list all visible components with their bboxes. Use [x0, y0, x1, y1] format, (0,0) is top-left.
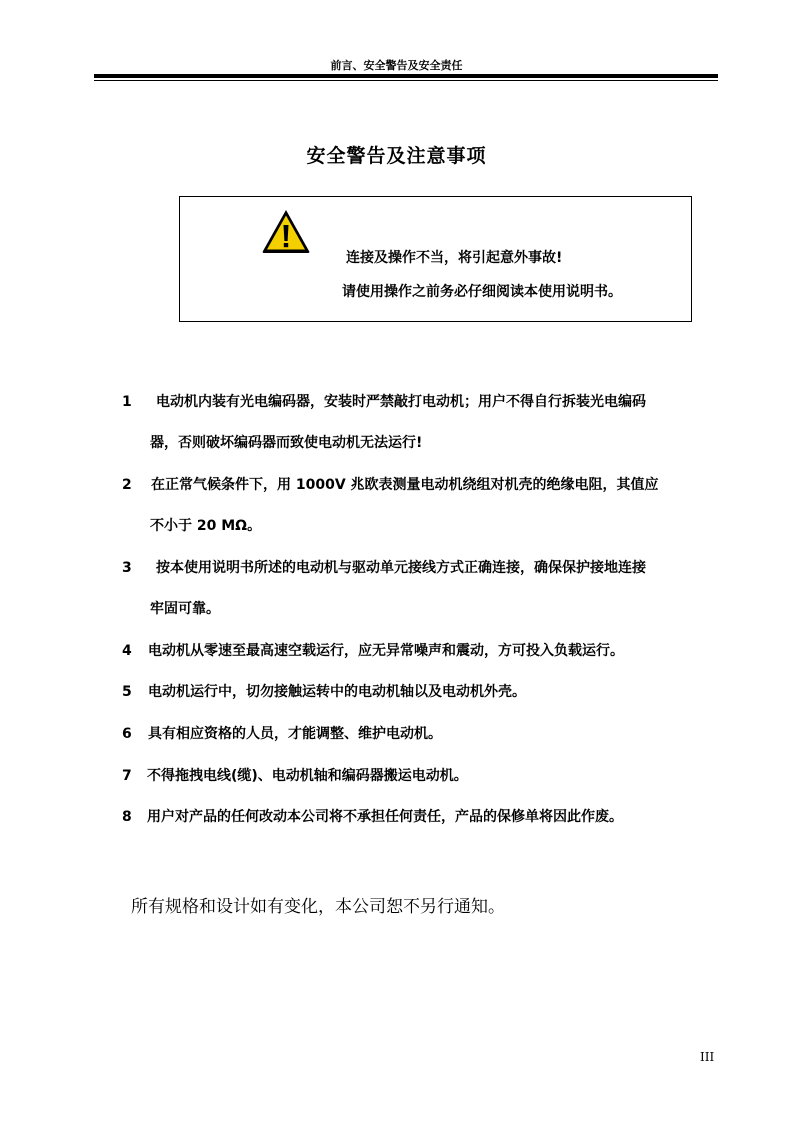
item-number: 5	[122, 684, 132, 700]
item-number: 3	[122, 560, 132, 576]
item-number: 4	[122, 643, 132, 659]
warning-triangle-icon	[260, 207, 312, 255]
item-text: 不得拖拽电线(缆)、电动机轴和编码器搬运电动机。	[147, 768, 468, 784]
item-text: 用户对产品的任何改动本公司将不承担任何责任，产品的保修单将因此作废。	[147, 809, 623, 825]
list-item-continuation: 不小于 20 MΩ。	[150, 518, 262, 534]
list-item	[122, 474, 659, 494]
list-item	[122, 765, 468, 785]
warning-text-line-2: 请使用操作之前务必仔细阅读本使用说明书。	[342, 284, 622, 300]
page-number: III	[700, 1050, 715, 1064]
page-title: 安全警告及注意事项	[306, 145, 487, 167]
item-number: 6	[122, 726, 132, 742]
item-text: 具有相应资格的人员，才能调整、维护电动机。	[148, 726, 442, 742]
item-number: 8	[122, 809, 132, 825]
item-text: 按本使用说明书所述的电动机与驱动单元接线方式正确连接，确保保护接地连接	[156, 560, 646, 576]
list-item-continuation: 器，否则破坏编码器而致使电动机无法运行!	[150, 435, 423, 451]
change-notice: 所有规格和设计如有变化，本公司恕不另行通知。	[131, 897, 505, 917]
list-item	[122, 557, 646, 577]
item-number: 7	[122, 768, 132, 784]
running-header: 前言、安全警告及安全责任	[330, 59, 463, 72]
item-number: 1	[122, 394, 132, 410]
item-text: 在正常气候条件下，用 1000V 兆欧表测量电动机绕组对机壳的绝缘电阻，其值应	[151, 477, 659, 493]
header-rule-thick	[94, 74, 718, 78]
item-text: 电动机内装有光电编码器，安装时严禁敲打电动机；用户不得自行拆装光电编码	[156, 394, 646, 410]
list-item	[122, 681, 526, 701]
header-rule-thin	[94, 80, 718, 81]
list-item	[122, 723, 442, 743]
list-item	[122, 806, 623, 826]
item-number: 2	[122, 477, 132, 493]
item-text: 电动机从零速至最高速空载运行，应无异常噪声和震动，方可投入负载运行。	[148, 643, 624, 659]
warning-text-line-1: 连接及操作不当，将引起意外事故!	[346, 250, 563, 266]
list-item	[122, 391, 646, 411]
list-item-continuation: 牢固可靠。	[150, 601, 220, 617]
item-text: 电动机运行中，切勿接触运转中的电动机轴以及电动机外壳。	[148, 684, 526, 700]
warning-box	[179, 196, 692, 322]
list-item	[122, 640, 624, 660]
